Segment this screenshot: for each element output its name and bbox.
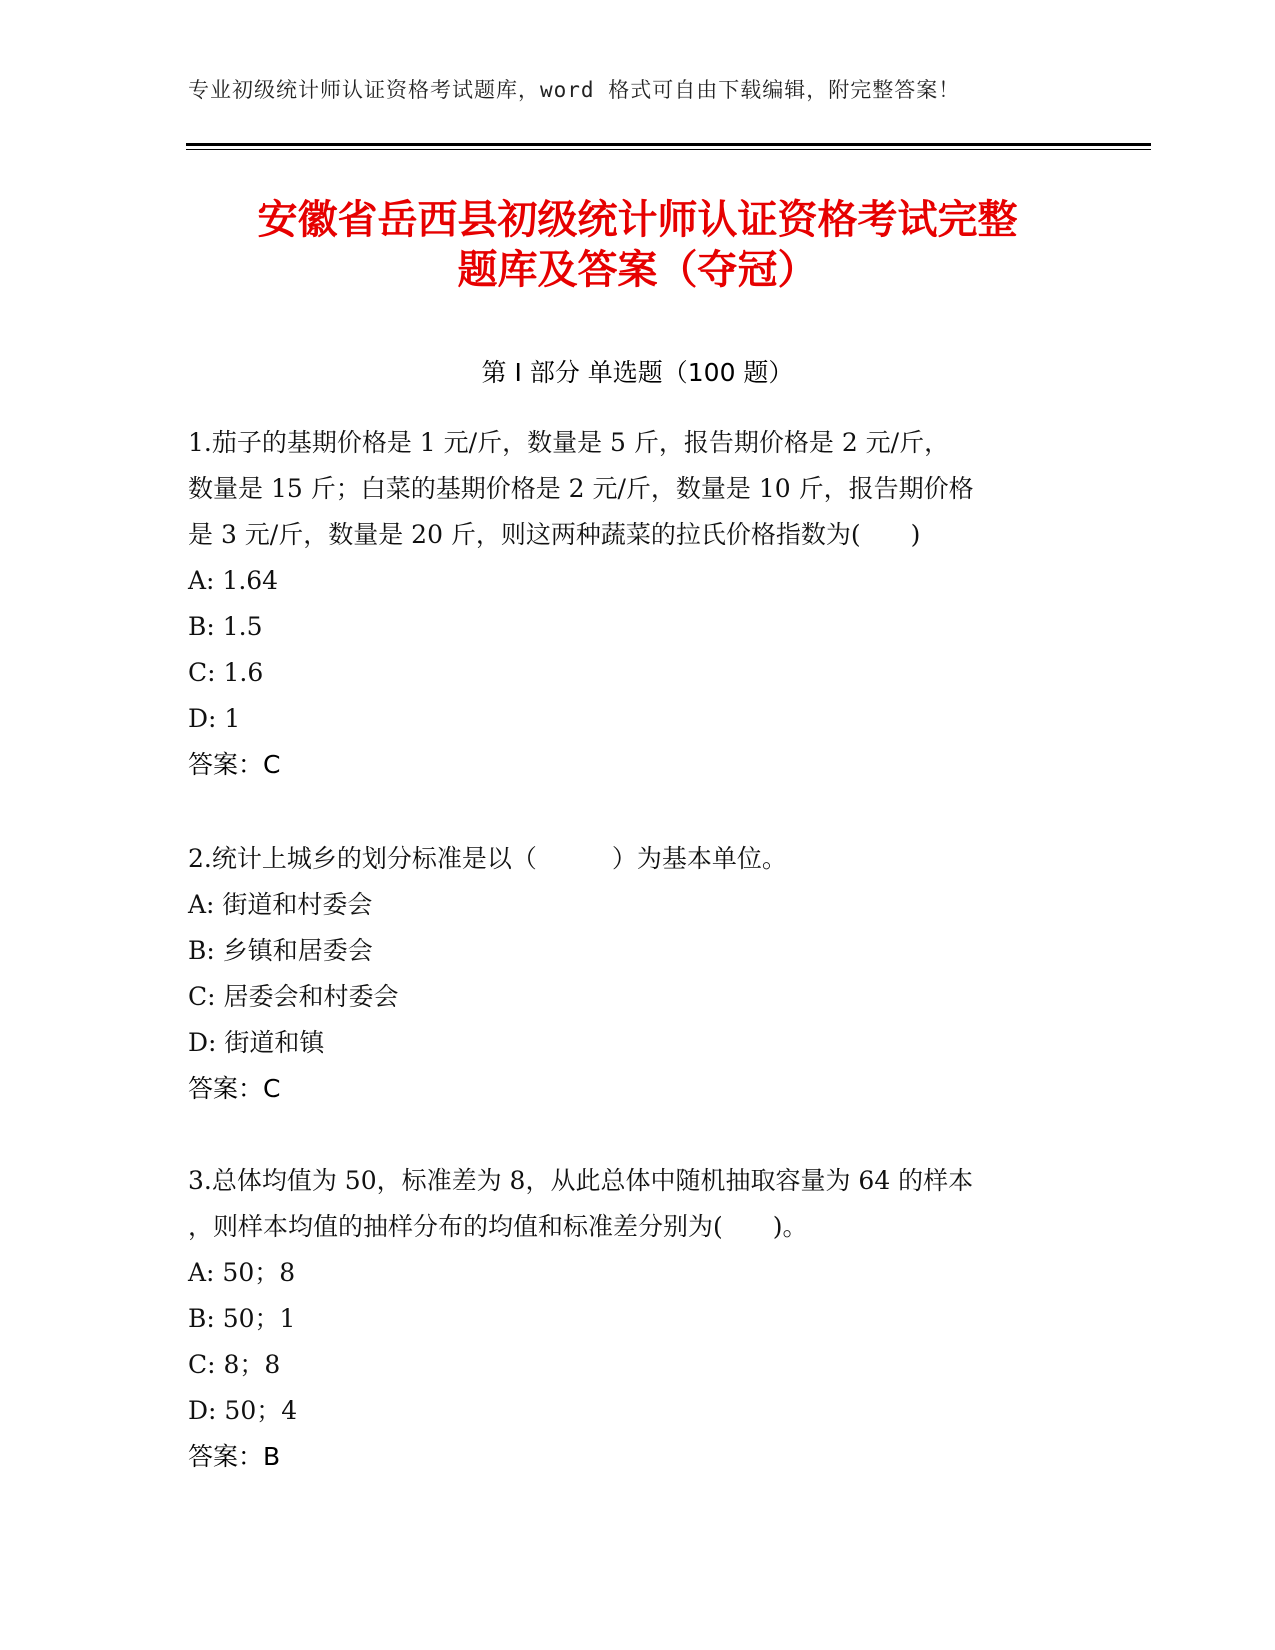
header-divider-thin	[186, 149, 1151, 150]
stem-line: 1.茄子的基期价格是 1 元/斤，数量是 5 斤，报告期价格是 2 元/斤，	[188, 428, 950, 457]
question-3	[188, 1158, 1088, 1480]
option-d: D: 街道和镇	[188, 1028, 325, 1057]
document-title-line-2: 题库及答案（夺冠）	[457, 247, 818, 293]
document-title	[150, 195, 1125, 295]
question-1	[188, 420, 1088, 788]
option-a: A: 1.64	[188, 566, 279, 595]
option-a: A: 街道和村委会	[188, 890, 373, 919]
stem-line: 数量是 15 斤；白菜的基期价格是 2 元/斤，数量是 10 斤，报告期价格	[188, 474, 974, 503]
option-d: D: 1	[188, 704, 241, 733]
header-note: 专业初级统计师认证资格考试题库，word 格式可自由下载编辑，附完整答案！	[188, 78, 961, 102]
option-b: B: 乡镇和居委会	[188, 936, 373, 965]
option-c: C: 居委会和村委会	[188, 982, 399, 1011]
document-title-line-1: 安徽省岳西县初级统计师认证资格考试完整	[257, 197, 1018, 243]
question-stem	[188, 836, 1088, 882]
section-heading: 第 I 部分 单选题（100 题）	[481, 358, 794, 387]
stem-line: ，则样本均值的抽样分布的均值和标准差分别为( )。	[188, 1212, 808, 1241]
answer: 答案：C	[188, 750, 281, 779]
option-b: B: 1.5	[188, 612, 263, 641]
option-d: D: 50；4	[188, 1396, 298, 1425]
option-a: A: 50；8	[188, 1258, 296, 1287]
header-divider-thick	[186, 143, 1151, 146]
answer: 答案：B	[188, 1442, 281, 1471]
stem-line: 2.统计上城乡的划分标准是以（ ）为基本单位。	[188, 844, 787, 873]
question-stem	[188, 420, 1088, 558]
question-stem	[188, 1158, 1088, 1250]
stem-line: 是 3 元/斤，数量是 20 斤，则这两种蔬菜的拉氏价格指数为( )	[188, 520, 921, 549]
option-c: C: 1.6	[188, 658, 264, 687]
question-2	[188, 836, 1088, 1112]
answer: 答案：C	[188, 1074, 281, 1103]
option-c: C: 8；8	[188, 1350, 281, 1379]
option-b: B: 50；1	[188, 1304, 296, 1333]
stem-line: 3.总体均值为 50，标准差为 8，从此总体中随机抽取容量为 64 的样本	[188, 1166, 974, 1195]
